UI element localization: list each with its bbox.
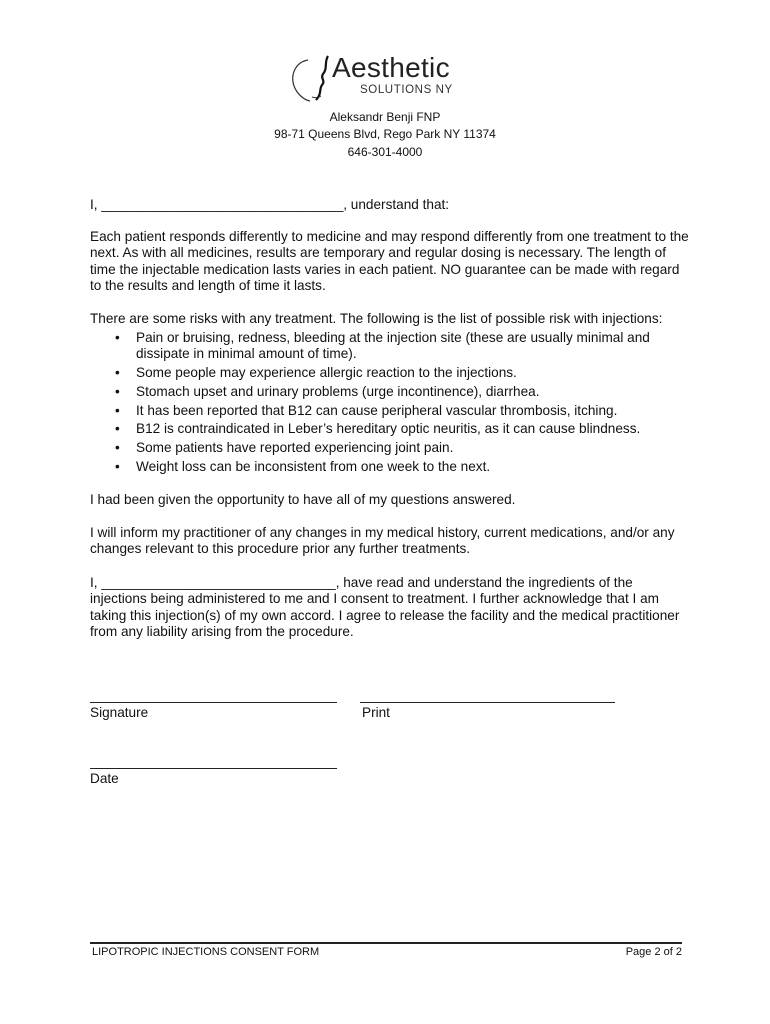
risk-item: • Pain or bruising, redness, bleeding at the injection site (these are usually minimal and dissipate in minimal amount of time).: [115, 330, 650, 362]
risks-intro: There are some risks with any treatment. The following is the list of possible risk with injections:: [90, 311, 663, 326]
questions-paragraph: I had been given the opportunity to have all of my questions answered.: [90, 492, 516, 507]
bullet-icon: •: [115, 440, 120, 456]
date-line[interactable]: [90, 768, 337, 769]
risk-list: [90, 330, 690, 478]
risk-item: • Stomach upset and urinary problems (urge incontinence), diarrhea.: [115, 383, 540, 399]
consent-paragraph: I, _______________________________, have read and understand the ingredients of the injections being administered to me and I consent to treatment. I further acknowledge that I am taking this injection(s) of my own accord. I agree to release the facility and the medical practitioner from any liability arising from the procedure.: [90, 575, 680, 639]
logo-wordmark: Aesthetic: [332, 52, 450, 83]
bullet-icon: •: [115, 365, 120, 381]
signature-label: Signature: [90, 705, 149, 720]
practitioner-name: Aleksandr Benji FNP: [329, 110, 441, 124]
practitioner-address: 98-71 Queens Blvd, Rego Park NY 11374: [274, 127, 496, 141]
bullet-icon: •: [115, 383, 120, 399]
risk-item: • Some patients have reported experiencing joint pain.: [115, 440, 454, 456]
signature-line[interactable]: [90, 702, 337, 703]
bullet-icon: •: [115, 330, 120, 345]
date-label: Date: [90, 771, 119, 786]
logo-tagline: SOLUTIONS NY: [360, 84, 453, 96]
page-number: Page 2 of 2: [625, 946, 682, 958]
company-logo: [288, 52, 488, 104]
print-label: Print: [362, 705, 390, 720]
risk-item: • Some people may experience allergic reaction to the injections.: [115, 365, 517, 381]
risk-item: • Weight loss can be inconsistent from one week to the next.: [115, 459, 491, 475]
bullet-icon: •: [115, 421, 120, 437]
bullet-icon: •: [115, 459, 120, 475]
inform-paragraph: I will inform my practitioner of any changes in my medical history, current medications, and/or any changes relevant to this procedure prior any further treatments.: [90, 525, 675, 557]
footer-divider: [90, 942, 682, 944]
face-profile-icon: [288, 54, 334, 104]
intro-paragraph: Each patient responds differently to medicine and may respond differently from one treatment to the next. As with all medicines, results are temporary and regular dosing is necessary. The length of time the injectable medication lasts varies in each patient. NO guarantee can be made with regard to the results and length of time it lasts.: [90, 229, 689, 293]
practitioner-phone: 646-301-4000: [347, 145, 423, 159]
bullet-icon: •: [115, 402, 120, 418]
risk-item: • B12 is contraindicated in Leber’s hereditary optic neuritis, as it can cause blindness.: [115, 421, 641, 437]
print-name-line[interactable]: [360, 702, 615, 703]
understand-line: I, ________________________________, understand that:: [90, 197, 450, 212]
risk-item: • It has been reported that B12 can cause peripheral vascular thrombosis, itching.: [115, 402, 618, 418]
form-title: LIPOTROPIC INJECTIONS CONSENT FORM: [92, 946, 320, 958]
